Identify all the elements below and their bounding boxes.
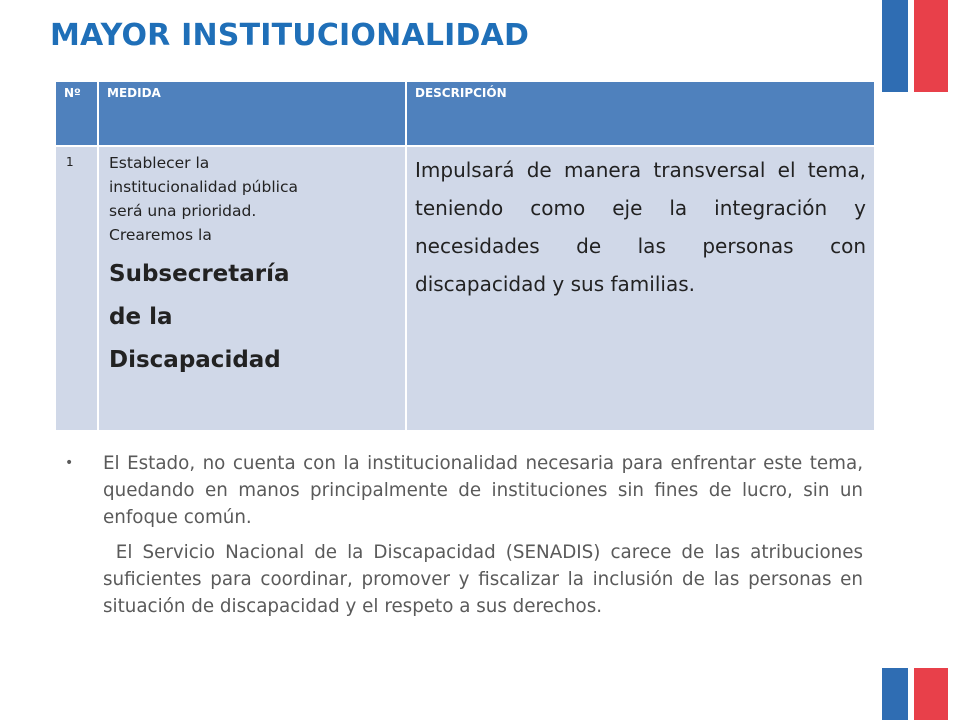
slide-title: MAYOR INSTITUCIONALIDAD: [50, 18, 530, 53]
measures-table: [56, 82, 874, 430]
table-header-row: [56, 82, 874, 146]
header-number: Nº: [56, 82, 98, 146]
medida-intro: [109, 151, 395, 247]
body-text: [63, 450, 863, 620]
medida-intro-line: será una prioridad.: [109, 202, 257, 220]
paragraph-estado: El Estado, no cuenta con la institucionalidad necesaria para enfrentar este tema, quedando en manos principalmente de instituciones sin fines de lucro, sin un enfoque común.: [103, 453, 863, 528]
medida-highlight-line: Discapacidad: [109, 347, 281, 373]
flag-red-stripe: [914, 668, 948, 720]
flag-blue-stripe: [882, 668, 908, 720]
table-row: [56, 146, 874, 430]
flag-decoration-bottom: [882, 668, 948, 720]
header-descripcion: DESCRIPCIÓN: [406, 82, 874, 146]
flag-blue-stripe: [882, 0, 908, 92]
cell-number: 1: [56, 146, 98, 430]
cell-description: Impulsará de manera transversal el tema, teniendo como eje la integración y necesidades de las personas con discapacidad y sus familias.: [406, 146, 874, 430]
bullet-icon: •: [65, 455, 74, 471]
medida-highlight-line: de la: [109, 304, 173, 330]
flag-decoration-top: [882, 0, 948, 92]
medida-intro-line: Establecer la: [109, 154, 210, 172]
paragraph-senadis: El Servicio Nacional de la Discapacidad (SENADIS) carece de las atribuciones suficientes para coordinar, promover y fiscalizar la inclusión de las personas en situación de discapacidad y el respeto a sus derechos.: [103, 542, 863, 617]
medida-highlight: [109, 253, 395, 382]
flag-red-stripe: [914, 0, 948, 92]
cell-medida: [98, 146, 406, 430]
bullet-paragraph: [63, 450, 863, 531]
medida-highlight-line: Subsecretaría: [109, 261, 290, 287]
header-medida: MEDIDA: [98, 82, 406, 146]
medida-intro-line: Crearemos la: [109, 226, 212, 244]
medida-intro-line: institucionalidad pública: [109, 178, 298, 196]
